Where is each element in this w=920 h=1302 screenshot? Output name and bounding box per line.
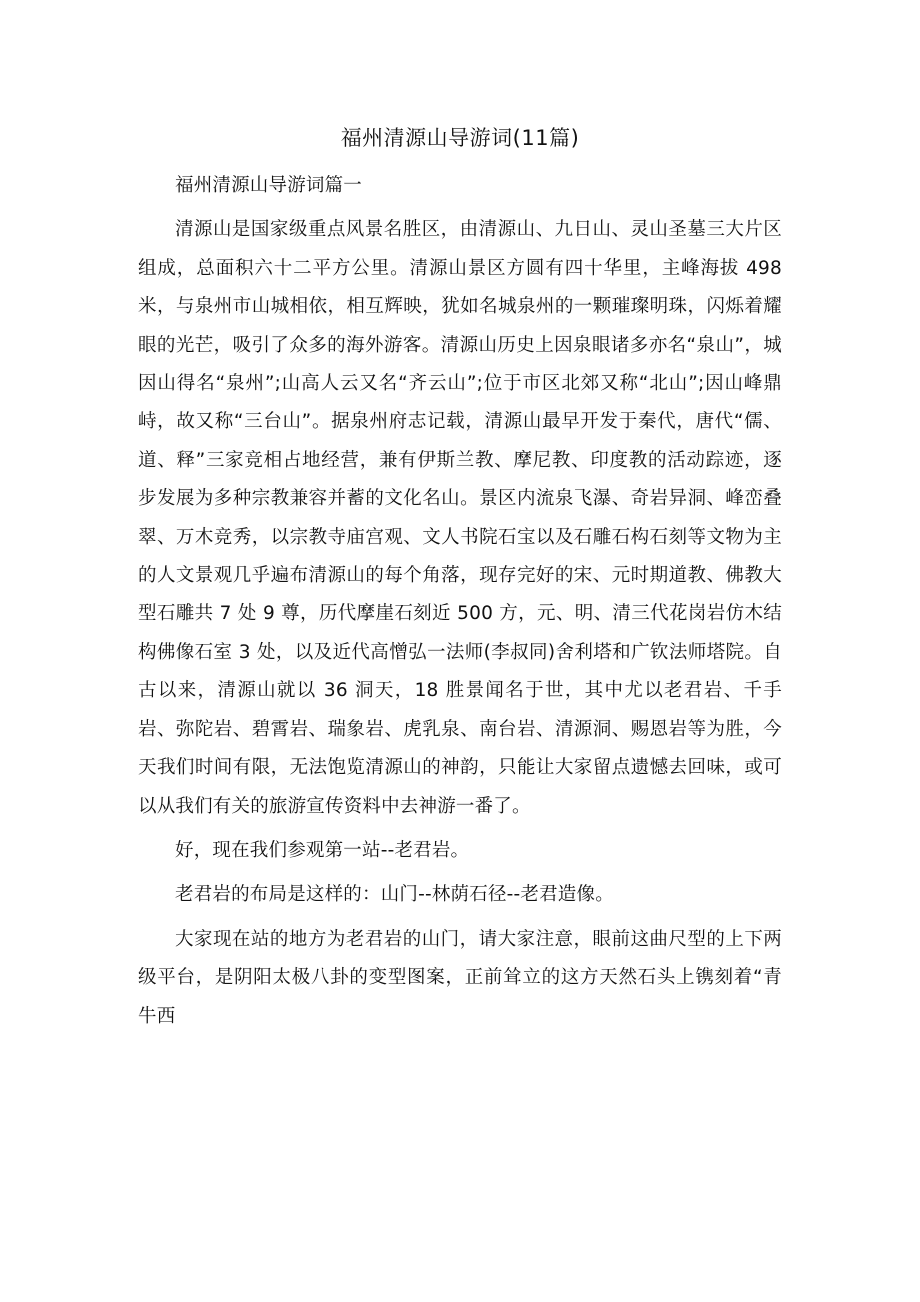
paragraph: 大家现在站的地方为老君岩的山门，请大家注意，眼前这曲尺型的上下两级平台，是阴阳太极八卦的变型图案，正前耸立的这方天然石头上镌刻着“青牛西 — [138, 928, 782, 1027]
document-body — [138, 167, 782, 1036]
paragraph: 清源山是国家级重点风景名胜区，由清源山、九日山、灵山圣墓三大片区组成，总面积六十二平方公里。清源山景区方圆有四十华里，主峰海拔 498 米，与泉州市山城相依，相互辉映，犹如名城泉州的一颗璀璨明珠，闪烁着耀眼的光芒，吸引了众多的海外游客。清源山历史上因泉眼诸多亦名“泉山”，城因山得名“泉州”;山高人云又名“齐云山”;位于市区北郊又称“北山”;因山峰鼎峙，故又称“三台山”。据泉州府志记载，清源山最早开发于秦代，唐代“儒、道、释”三家竞相占地经营，兼有伊斯兰教、摩尼教、印度教的活动踪迹，逐步发展为多种宗教兼容并蓄的文化名山。景区内流泉飞瀑、奇岩异洞、峰峦叠翠、万木竞秀，以宗教寺庙宫观、文人书院石宝以及石雕石构石刻等文物为主的人文景观几乎遍布清源山的每个角落，现存完好的宋、元时期道教、佛教大型石雕共 7 处 9 尊，历代摩崖石刻近 500 方，元、明、清三代花岗岩仿木结构佛像石室 3 处，以及近代高憎弘一法师(李叔同)舍利塔和广钦法师塔院。自古以来，清源山就以 36 洞天，18 胜景闻名于世，其中尤以老君岩、千手岩、弥陀岩、碧霄岩、瑞象岩、虎乳泉、南台岩、清源洞、赐恩岩等为胜，今天我们时间有限，无法饱览清源山的神韵，只能让大家留点遗憾去回味，或可以从我们有关的旅游宣传资料中去神游一番了。 — [138, 219, 782, 817]
paragraph: 老君岩的布局是这样的：山门--林荫石径--老君造像。 — [175, 884, 614, 906]
paragraph: 好，现在我们参观第一站--老君岩。 — [175, 839, 470, 861]
section-heading: 福州清源山导游词篇一 — [175, 175, 363, 196]
document-title: 福州清源山导游词(11篇) — [340, 126, 580, 150]
